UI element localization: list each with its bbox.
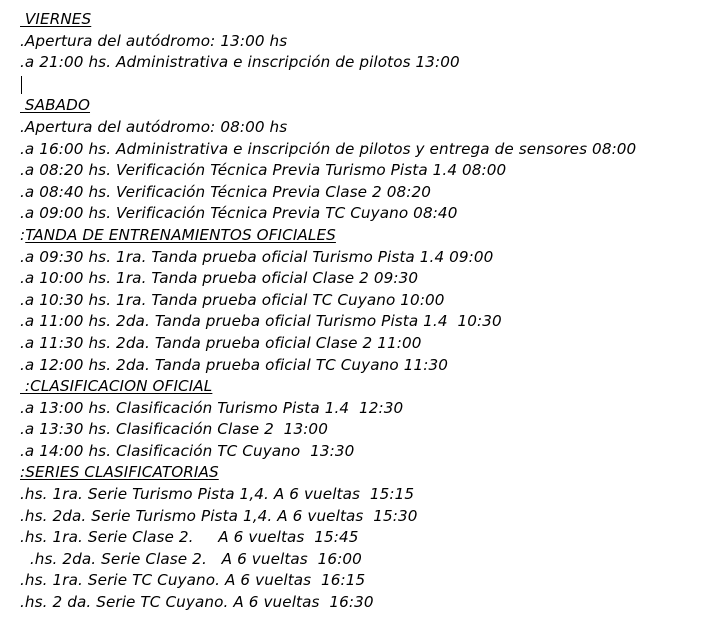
viernes-line: .Apertura del autódromo: 13:00 hs <box>20 31 288 50</box>
tanda-line: .a 12:00 hs. 2da. Tanda prueba oficial TC Cuyano 11:30 <box>20 355 448 374</box>
serie-line: .hs. 2da. Serie Clase 2. A 6 vueltas 16:00 <box>20 549 362 568</box>
text-cursor <box>21 76 22 94</box>
serie-line: .hs. 1ra. Serie Clase 2. A 6 vueltas 15:45 <box>20 528 359 547</box>
heading-tandas-title: TANDA DE ENTRENAMIENTOS OFICIALES <box>25 225 336 244</box>
heading-tandas-prefix: : <box>20 225 26 244</box>
heading-series: :SERIES CLASIFICATORIAS <box>20 463 219 482</box>
heading-clasificacion: :CLASIFICACION OFICIAL <box>20 377 213 396</box>
sabado-line: .a 08:40 hs. Verificación Técnica Previa Clase 2 08:20 <box>20 182 431 201</box>
viernes-line: .a 21:00 hs. Administrativa e inscripción de pilotos 13:00 <box>20 53 460 72</box>
serie-line: .hs. 1ra. Serie TC Cuyano. A 6 vueltas 16:15 <box>20 571 366 590</box>
heading-viernes: VIERNES <box>20 10 92 28</box>
clasificacion-line: .a 13:30 hs. Clasificación Clase 2 13:00 <box>20 420 328 439</box>
sabado-line: .a 16:00 hs. Administrativa e inscripción de pilotos y entrega de sensores 08:00 <box>20 139 637 158</box>
heading-sabado: SABADO <box>20 96 91 115</box>
clasificacion-line: .a 14:00 hs. Clasificación TC Cuyano 13:30 <box>20 441 355 460</box>
tanda-line: .a 11:00 hs. 2da. Tanda prueba oficial Turismo Pista 1.4 10:30 <box>20 312 502 331</box>
serie-line: .hs. 2 da. Serie TC Cuyano. A 6 vueltas 16:30 <box>20 593 374 612</box>
clasificacion-line: .a 13:00 hs. Clasificación Turismo Pista 1.4 12:30 <box>20 398 404 417</box>
sabado-line: .a 08:20 hs. Verificación Técnica Previa Turismo Pista 1.4 08:00 <box>20 161 507 180</box>
heading-tandas <box>20 225 710 247</box>
tanda-line: .a 09:30 hs. 1ra. Tanda prueba oficial Turismo Pista 1.4 09:00 <box>20 247 494 266</box>
serie-line: .hs. 1ra. Serie Turismo Pista 1,4. A 6 vueltas 15:15 <box>20 485 415 504</box>
schedule-document <box>20 9 710 614</box>
sabado-line: .a 09:00 hs. Verificación Técnica Previa TC Cuyano 08:40 <box>20 204 458 223</box>
tanda-line: .a 10:30 hs. 1ra. Tanda prueba oficial TC Cuyano 10:00 <box>20 290 445 309</box>
tanda-line: .a 11:30 hs. 2da. Tanda prueba oficial Clase 2 11:00 <box>20 333 422 352</box>
serie-line: .hs. 2da. Serie Turismo Pista 1,4. A 6 vueltas 15:30 <box>20 506 418 525</box>
text-cursor-line[interactable] <box>20 74 710 96</box>
sabado-line: .Apertura del autódromo: 08:00 hs <box>20 117 288 136</box>
tanda-line: .a 10:00 hs. 1ra. Tanda prueba oficial Clase 2 09:30 <box>20 269 419 288</box>
